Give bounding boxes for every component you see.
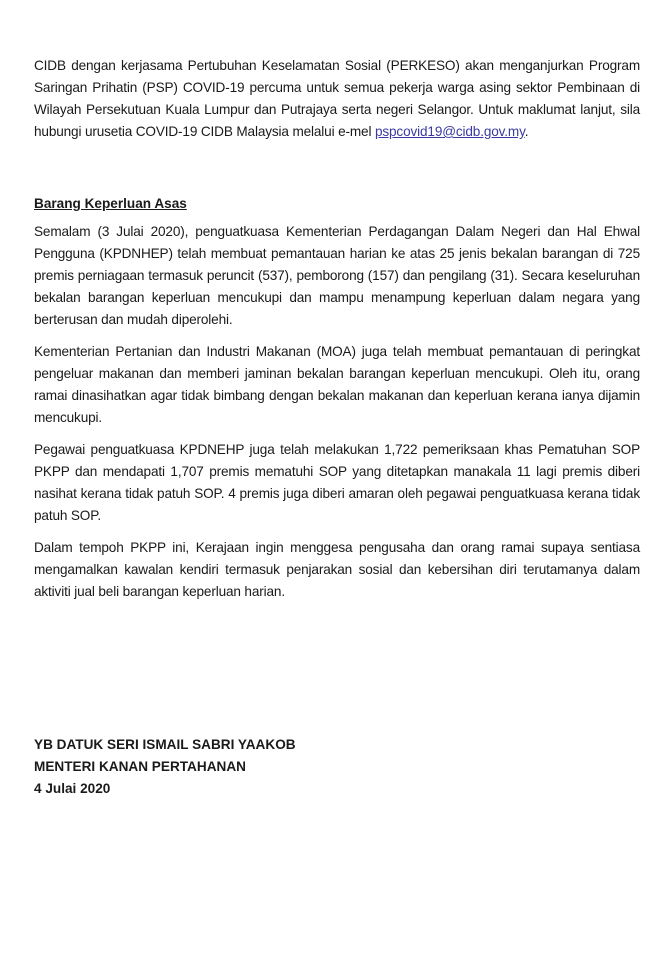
document-body	[34, 55, 640, 603]
intro-paragraph	[34, 55, 640, 143]
intro-text: CIDB dengan kerjasama Pertubuhan Keselamatan Sosial (PERKESO) akan menganjurkan Program Saringan Prihatin (PSP) COVID-19 percuma untuk semua pekerja warga asing sektor Pembinaan di Wilayah Persekutuan Kuala Lumpur dan Putrajaya serta negeri Selangor. Untuk maklumat lanjut, sila hubungi urusetia COVID-19 CIDB Malaysia melalui e-mel	[34, 58, 640, 139]
section-heading: Barang Keperluan Asas	[34, 196, 187, 211]
signatory-title: MENTERI KANAN PERTAHANAN	[34, 759, 246, 774]
paragraph-appeal: Dalam tempoh PKPP ini, Kerajaan ingin menggesa pengusaha dan orang ramai supaya sentiasa mengamalkan kawalan kendiri termasuk penjarakan sosial dan kebersihan diri terutamanya dalam aktiviti jual beli barangan keperluan harian.	[34, 540, 640, 599]
signature-date: 4 Julai 2020	[34, 781, 111, 796]
paragraph-supply-monitoring: Semalam (3 Julai 2020), penguatkuasa Kementerian Perdagangan Dalam Negeri dan Hal Ehwal Pengguna (KPDNHEP) telah membuat pemantauan harian ke atas 25 jenis bekalan barangan di 725 premis perniagaan termasuk peruncit (537), pemborong (157) dan pengilang (31). Secara keseluruhan bekalan barangan keperluan mencukupi dan mampu menampung keperluan dalam negara yang berterusan dan mudah diperolehi.	[34, 224, 640, 327]
signature-block	[34, 734, 296, 800]
email-link[interactable]: pspcovid19@cidb.gov.my	[374, 124, 525, 139]
paragraph-inspections: Pegawai penguatkuasa KPDNEHP juga telah melakukan 1,722 pemeriksaan khas Pematuhan SOP PKPP dan mendapati 1,707 premis mematuhi SOP yang ditetapkan manakala 11 lagi premis diberi nasihat kerana tidak patuh SOP. 4 premis juga diberi amaran oleh pegawai penguatkuasa kerana tidak patuh SOP.	[34, 442, 640, 523]
paragraph-moa: Kementerian Pertanian dan Industri Makanan (MOA) juga telah membuat pemantauan di peringkat pengeluar makanan dan memberi jaminan bekalan barangan keperluan mencukupi. Oleh itu, orang ramai dinasihatkan agar tidak bimbang dengan bekalan makanan dan keperluan kerana ianya dijamin mencukupi.	[34, 344, 640, 425]
intro-trailing: .	[524, 124, 529, 139]
signatory-name: YB DATUK SERI ISMAIL SABRI YAAKOB	[34, 737, 296, 752]
